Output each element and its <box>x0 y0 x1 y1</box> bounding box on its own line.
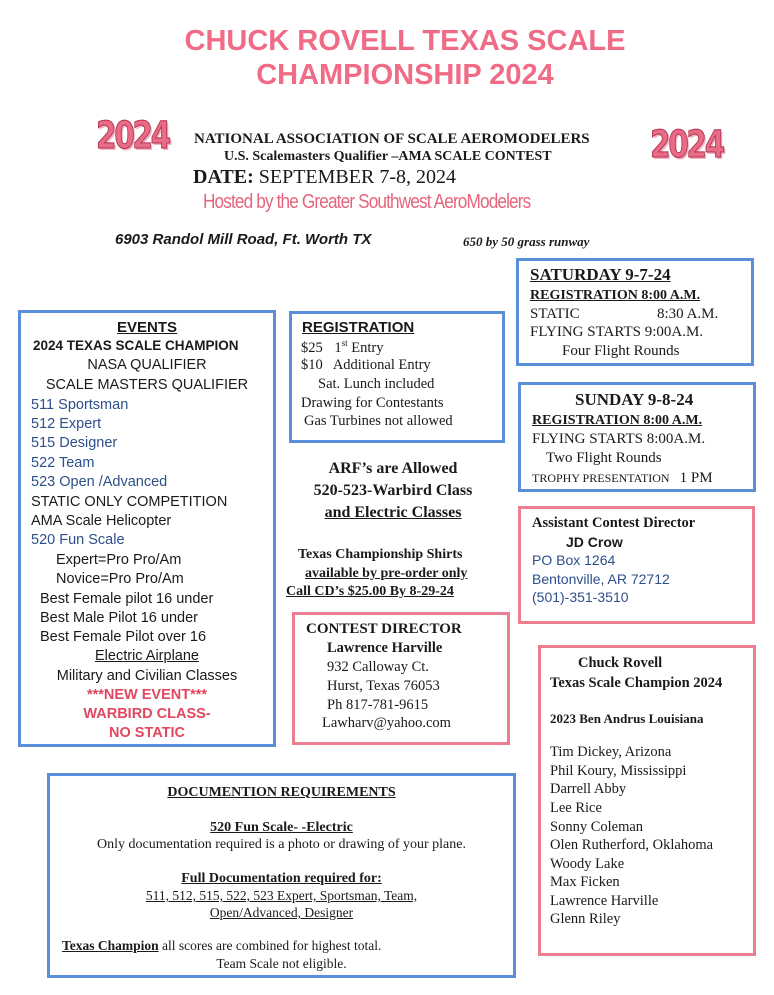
acd-name: JD Crow <box>566 534 623 550</box>
event-item: NO STATIC <box>109 725 185 741</box>
saturday-rounds: Four Flight Rounds <box>562 343 680 359</box>
champion-name: Max Ficken <box>550 874 620 890</box>
saturday-heading: SATURDAY 9-7-24 <box>530 265 671 284</box>
saturday-static-label: STATIC <box>530 306 580 322</box>
assistant-director-box <box>518 506 755 624</box>
year-badge-right: 2024 <box>650 123 723 166</box>
org-name: NATIONAL ASSOCIATION OF SCALE AEROMODELERS <box>194 131 590 147</box>
registration-box <box>289 311 505 443</box>
acd-heading: Assistant Contest Director <box>532 515 696 531</box>
event-item: Expert=Pro Pro/Am <box>56 552 182 568</box>
registration-drawing: Drawing for Contestants <box>301 395 444 411</box>
documentation-box <box>47 773 516 978</box>
champions-box <box>538 645 756 956</box>
registration-fee-additional: $10 Additional Entry <box>301 357 431 373</box>
champions-heading2: Texas Scale Champion 2024 <box>550 675 723 691</box>
sunday-trophy <box>532 469 713 487</box>
cd-email: Lawharv@yahoo.com <box>322 715 451 731</box>
champion-name: Tim Dickey, Arizona <box>550 744 672 760</box>
cd-city: Hurst, Texas 76053 <box>327 678 440 694</box>
doc-champion-note <box>62 938 381 954</box>
doc-heading: DOCUMENTION REQUIREMENTS <box>167 785 396 800</box>
runway-info: 650 by 50 grass runway <box>463 234 590 249</box>
fee1-sup: st <box>341 338 348 348</box>
arf-line1: ARF’s are Allowed <box>328 460 458 477</box>
sunday-schedule <box>518 382 756 492</box>
champion-name: Lawrence Harville <box>550 893 659 909</box>
fee1-label: Entry <box>351 339 384 356</box>
saturday-static-time: 8:30 A.M. <box>657 306 719 322</box>
doc-full-line2: Open/Advanced, Designer <box>209 905 354 920</box>
doc-champion-label: Texas Champion <box>62 938 159 953</box>
event-item: 523 Open /Advanced <box>31 474 168 490</box>
page-title-line1: CHUCK ROVELL TEXAS SCALE <box>184 25 626 57</box>
registration-fee-first <box>301 338 383 357</box>
contest-director-box <box>292 612 510 745</box>
qualifier-line: U.S. Scalemasters Qualifier –AMA SCALE CONTEST <box>224 149 552 164</box>
registration-heading: REGISTRATION <box>302 319 415 336</box>
sunday-heading: SUNDAY 9-8-24 <box>575 390 694 409</box>
event-date <box>193 166 456 189</box>
event-item: 2024 TEXAS SCALE CHAMPION <box>33 338 239 353</box>
cd-phone: Ph 817-781-9615 <box>327 697 429 713</box>
doc-fun-text: Only documentation required is a photo or drawing of your plane. <box>97 837 466 852</box>
event-item: 515 Designer <box>31 435 118 451</box>
event-item: AMA Scale Helicopter <box>31 513 172 529</box>
sunday-registration: REGISTRATION 8:00 A.M. <box>532 413 703 428</box>
doc-fun-heading: 520 Fun Scale- -Electric <box>210 820 353 835</box>
cd-name: Lawrence Harville <box>327 640 443 656</box>
doc-team-note: Team Scale not eligible. <box>216 956 347 971</box>
arf-line2: 520-523-Warbird Class <box>313 482 473 499</box>
champion-name: Woody Lake <box>550 856 625 872</box>
registration-lunch: Sat. Lunch included <box>318 376 435 392</box>
event-item: Electric Airplane <box>95 648 199 664</box>
event-item: Best Male Pilot 16 under <box>40 610 198 626</box>
address: 6903 Randol Mill Road, Ft. Worth TX <box>115 231 372 248</box>
champion-name: Phil Koury, Mississippi <box>550 763 687 779</box>
sunday-flying: FLYING STARTS 8:00A.M. <box>532 431 706 447</box>
host-line: Hosted by the Greater Southwest AeroModelers <box>203 191 531 213</box>
trophy-time: 1 PM <box>679 470 713 486</box>
event-item: 520 Fun Scale <box>31 532 125 548</box>
date-value: SEPTEMBER 7-8, 2024 <box>258 166 456 188</box>
event-item: 522 Team <box>31 455 95 471</box>
event-item: WARBIRD CLASS- <box>83 706 211 722</box>
event-item: Novice=Pro Pro/Am <box>56 571 184 587</box>
fee1-amount: $25 <box>301 339 323 356</box>
event-item: 512 Expert <box>31 416 102 432</box>
acd-phone: (501)-351-3510 <box>532 589 629 605</box>
year-badge-left: 2024 <box>96 114 169 157</box>
event-item: STATIC ONLY COMPETITION <box>31 494 228 510</box>
champion-name: Sonny Coleman <box>550 819 644 835</box>
champion-name: Lee Rice <box>550 800 602 816</box>
shirts-line3: Call CD’s $25.00 By 8-29-24 <box>286 584 454 599</box>
event-item: Best Female Pilot over 16 <box>40 629 207 645</box>
acd-city: Bentonville, AR 72712 <box>532 571 670 587</box>
shirts-line1: Texas Championship Shirts <box>298 547 463 562</box>
event-item: Best Female pilot 16 under <box>40 591 214 607</box>
new-event-banner: ***NEW EVENT*** <box>86 687 208 703</box>
fee1-ordinal: 1 <box>334 339 342 356</box>
event-item: 511 Sportsman <box>31 397 129 413</box>
doc-champion-text: all scores are combined for highest total. <box>158 938 382 953</box>
sunday-rounds: Two Flight Rounds <box>546 450 662 466</box>
events-heading: EVENTS <box>116 319 177 336</box>
acd-po: PO Box 1264 <box>532 552 616 568</box>
doc-full-heading: Full Documentation required for: <box>181 871 382 886</box>
champions-heading1: Chuck Rovell <box>578 655 663 671</box>
events-box <box>18 310 276 747</box>
date-label: DATE: <box>193 166 254 188</box>
saturday-registration: REGISTRATION 8:00 A.M. <box>530 288 701 303</box>
saturday-schedule <box>516 258 754 366</box>
shirts-line2: available by pre-order only <box>305 566 468 581</box>
cd-heading: CONTEST DIRECTOR <box>306 621 462 637</box>
event-item: NASA QUALIFIER <box>87 357 207 373</box>
champion-2023: 2023 Ben Andrus Louisiana <box>550 711 704 726</box>
arf-line3: and Electric Classes <box>324 504 462 521</box>
saturday-flying: FLYING STARTS 9:00A.M. <box>530 324 704 340</box>
event-item: SCALE MASTERS QUALIFIER <box>45 377 249 393</box>
champion-name: Glenn Riley <box>550 911 621 927</box>
page-title-line2: CHAMPIONSHIP 2024 <box>256 59 554 91</box>
champion-name: Olen Rutherford, Oklahoma <box>550 837 714 853</box>
cd-street: 932 Calloway Ct. <box>327 659 429 675</box>
champion-name: Darrell Abby <box>550 781 627 797</box>
event-item: Military and Civilian Classes <box>56 668 238 684</box>
doc-full-line1: 511, 512, 515, 522, 523 Expert, Sportsman, Team, <box>145 888 418 903</box>
registration-turbines: Gas Turbines not allowed <box>304 413 453 429</box>
trophy-label: TROPHY PRESENTATION <box>532 471 670 485</box>
